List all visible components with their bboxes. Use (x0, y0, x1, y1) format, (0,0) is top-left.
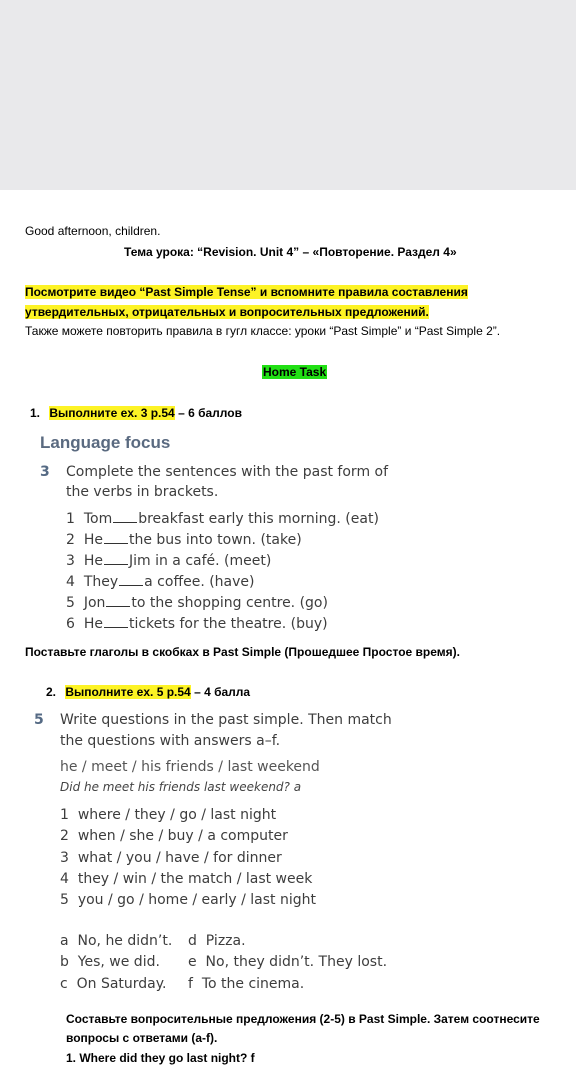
list-item: 1 where / they / go / last night (60, 807, 277, 823)
intro-line-2: утвердительных, отрицательных и вопросительных предложений. (25, 305, 429, 319)
ex3-instruction-2: the verbs in brackets. (66, 484, 219, 500)
task-2-instruction-1: Составьте вопросительные предложения (2-5) в Past Simple. Затем соотнесите (66, 1012, 540, 1026)
answer-item: a No, he didn’t. (60, 933, 173, 949)
task-1-instruction: Поставьте глаголы в скобках в Past Simple (Прошедшее Простое время). (25, 645, 460, 659)
ex5-instruction-1: Write questions in the past simple. Then match (60, 712, 392, 728)
intro-line-3: Также можете повторить правила в гугл классе: уроки “Past Simple” и “Past Simple 2”. (25, 324, 501, 338)
task-1-number: 1. (30, 406, 41, 420)
list-item: 6 He tickets for the theatre. (buy) (66, 616, 328, 632)
greeting: Good afternoon, children. (25, 224, 161, 238)
task-2-title: Выполните ex. 5 p.54 (65, 685, 191, 699)
task-2-instruction-2: вопросы с ответами (a-f). (66, 1031, 218, 1045)
task-2-number: 2. (46, 685, 57, 699)
ex5-items (60, 805, 316, 911)
list-item: 4 they / win / the match / last week (60, 870, 313, 887)
home-task-label: Home Task (263, 365, 327, 379)
ex3-number: 3 (40, 464, 50, 480)
list-item: 5 you / go / home / early / last night (60, 892, 316, 909)
ex5-answers-left (60, 931, 172, 995)
answer-item: b Yes, we did. (60, 954, 160, 971)
list-item: 3 what / you / have / for dinner (60, 849, 282, 866)
top-gray-band (0, 0, 576, 190)
list-item: 1 Tom breakfast early this morning. (eat) (66, 511, 379, 527)
task-2-points: – 4 балла (194, 685, 251, 699)
list-item: 2 when / she / buy / a computer (60, 828, 288, 845)
ex5-instruction-2: the questions with answers a–f. (60, 733, 281, 749)
ex5-example-answer: Did he meet his friends last weekend? a (60, 780, 302, 794)
task-1-heading (30, 406, 242, 420)
ex5-number: 5 (34, 712, 44, 728)
ex5-answers-right (188, 931, 387, 995)
intro-line-1: Посмотрите видео “Past Simple Tense” и вспомните правила составления (25, 285, 468, 299)
list-item: 5 Jon to the shopping centre. (go) (66, 595, 328, 611)
answer-item: d Pizza. (188, 933, 246, 949)
list-item: 2 He the bus into town. (take) (66, 532, 302, 548)
answer-item: f To the cinema. (188, 975, 305, 992)
ex3-items (66, 509, 379, 635)
ex5-example: he / meet / his friends / last weekend (60, 759, 320, 775)
lesson-topic: Тема урока: “Revision. Unit 4” – «Повторение. Раздел 4» (124, 245, 457, 259)
task-1-title: Выполните ex. 3 p.54 (49, 406, 175, 420)
language-focus-heading: Language focus (40, 433, 171, 452)
task-2-heading (46, 685, 250, 699)
answer-item: c On Saturday. (60, 975, 167, 992)
answer-item: e No, they didn’t. They lost. (188, 954, 388, 971)
task-1-points: – 6 баллов (178, 406, 242, 420)
task-2-example: 1. Where did they go last night? f (66, 1051, 255, 1065)
list-item: 3 He Jim in a café. (meet) (66, 553, 272, 569)
list-item: 4 They a coffee. (have) (66, 574, 255, 590)
ex3-instruction-1: Complete the sentences with the past form of (66, 464, 389, 480)
